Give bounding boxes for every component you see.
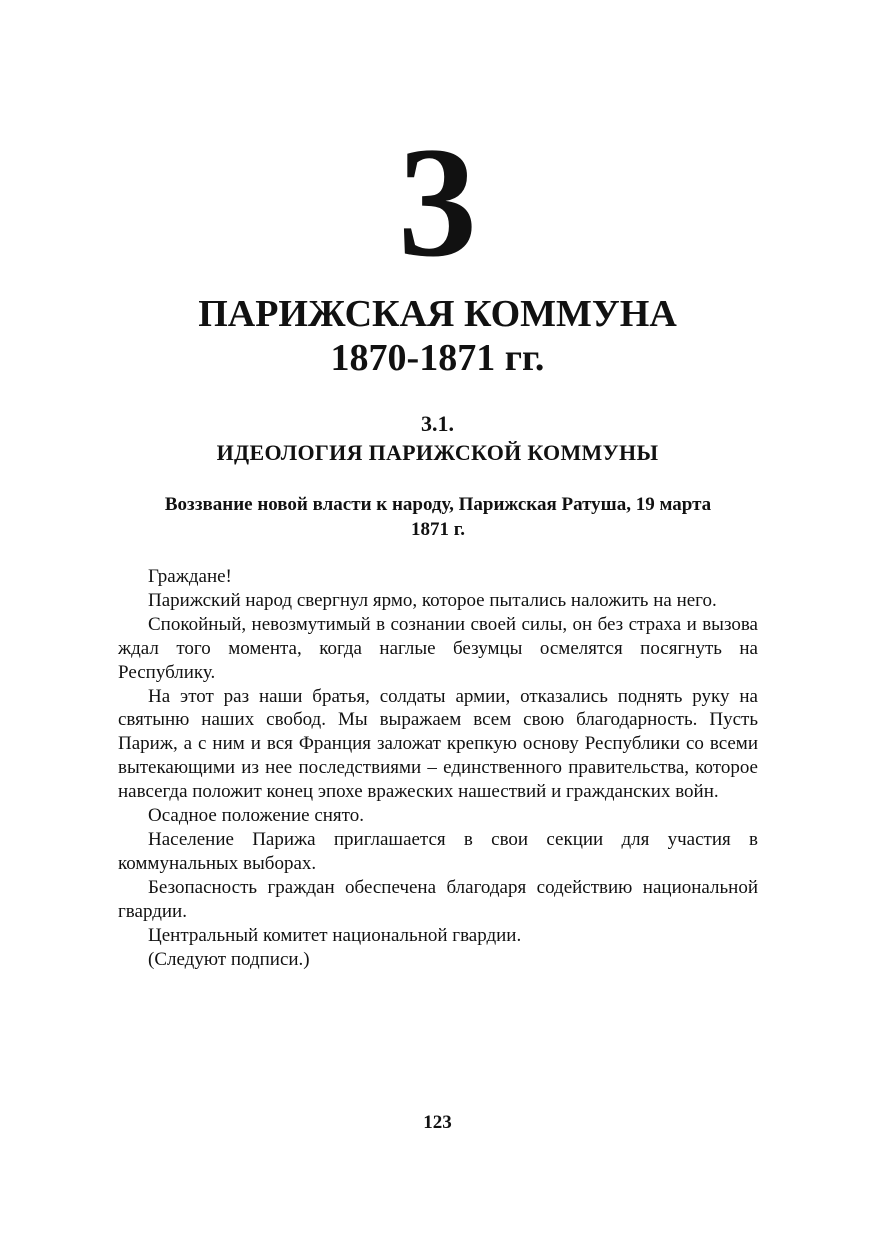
page-number: 123 xyxy=(423,1112,452,1133)
chapter-title-line-1: ПАРИЖСКАЯ КОММУНА xyxy=(198,293,677,335)
section-number: 3.1. xyxy=(421,411,454,436)
document-title-line-2: 1871 г. xyxy=(411,519,465,540)
chapter-title xyxy=(0,292,875,380)
chapter-title-line-2: 1870-1871 гг. xyxy=(330,337,545,379)
paragraph: Осадное положение снято. xyxy=(148,805,364,827)
paragraph: На этот раз наши братья, солдаты армии, отказались поднять руку на святыню наших свобод. Мы выражаем всем свою благодарность. Пусть Париж, а с ним и вся Франция заложат крепкую основу Республики со всеми вытекающими из нее последствиями – единственного правительства, которое навсегда положит конец эпохе вражеских нашествий и гражданских войн. xyxy=(118,685,758,803)
document-body xyxy=(118,565,758,971)
document-title-line-1: Воззвание новой власти к народу, Парижская Ратуша, 19 марта xyxy=(164,494,712,515)
paragraph: Парижский народ свергнул ярмо, которое пытались наложить на него. xyxy=(148,589,717,611)
paragraph: Центральный комитет национальной гвардии. xyxy=(148,924,522,946)
chapter-number: 3 xyxy=(398,115,477,290)
paragraph: Граждане! xyxy=(148,566,232,587)
section-heading xyxy=(0,409,875,467)
paragraph: Население Парижа приглашается в свои секции для участия в коммунальных выборах. xyxy=(118,828,758,874)
paragraph: (Следуют подписи.) xyxy=(148,948,310,970)
paragraph: Спокойный, невозмутимый в сознании своей силы, он без страха и вызова ждал того момента, когда наглые безумцы осмелятся посягнуть на Республику. xyxy=(118,613,758,683)
document-title xyxy=(118,492,758,542)
paragraph: Безопасность граждан обеспечена благодаря содействию национальной гвардии. xyxy=(118,876,758,922)
section-title: ИДЕОЛОГИЯ ПАРИЖСКОЙ КОММУНЫ xyxy=(216,440,659,465)
